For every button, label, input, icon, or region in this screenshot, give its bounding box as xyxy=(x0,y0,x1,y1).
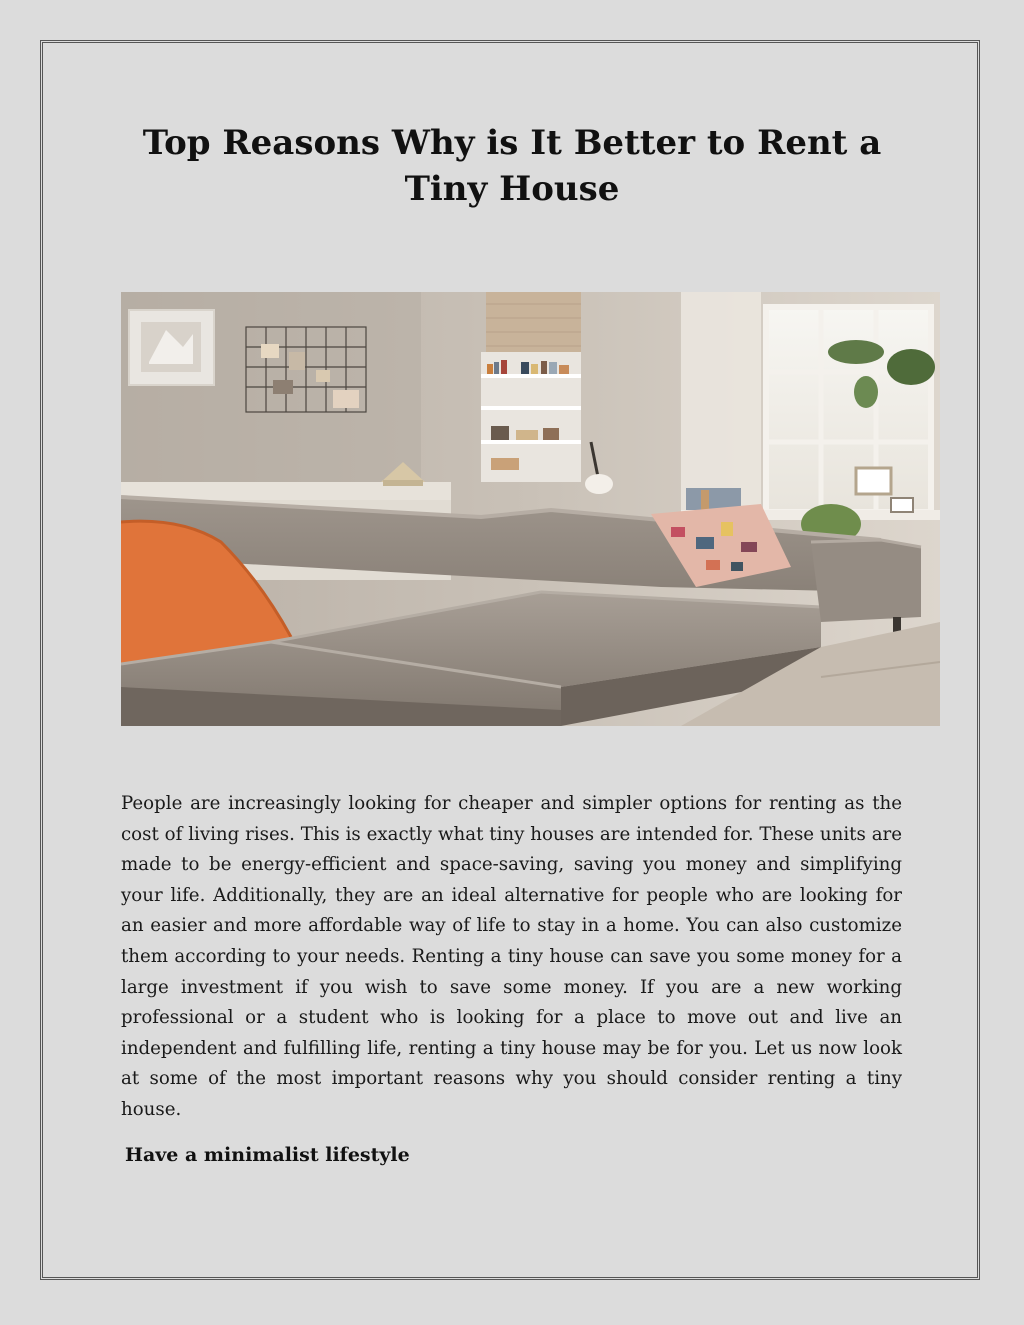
living-room-photo xyxy=(121,292,940,726)
brick-column xyxy=(486,292,581,357)
sofa-arm xyxy=(811,540,921,622)
section-heading: Have a minimalist lifestyle xyxy=(125,1144,410,1166)
window xyxy=(766,307,931,512)
page-title: Top Reasons Why is It Better to Rent a Tiny House xyxy=(142,123,882,209)
body-paragraph: People are increasingly looking for cheaper and simpler options for renting as the cost of living rises. This is exactly what tiny houses are intended for. These units are made to be energy-efficient and space-saving, saving you money and simplifying your life. Additionally, they are an ideal alternative for people who are looking for an easier and more affordable way of life to stay in a home. You can also customize them according to your needs. Renting a tiny house can save you some money for a large investment if you wish to save some money. If you are a new working professional or a student who is looking for a place to move out and live an independent and fulfilling life, renting a tiny house may be for you. Let us now look at some of the most important reasons why you should consider renting a tiny house. xyxy=(121,793,902,1120)
